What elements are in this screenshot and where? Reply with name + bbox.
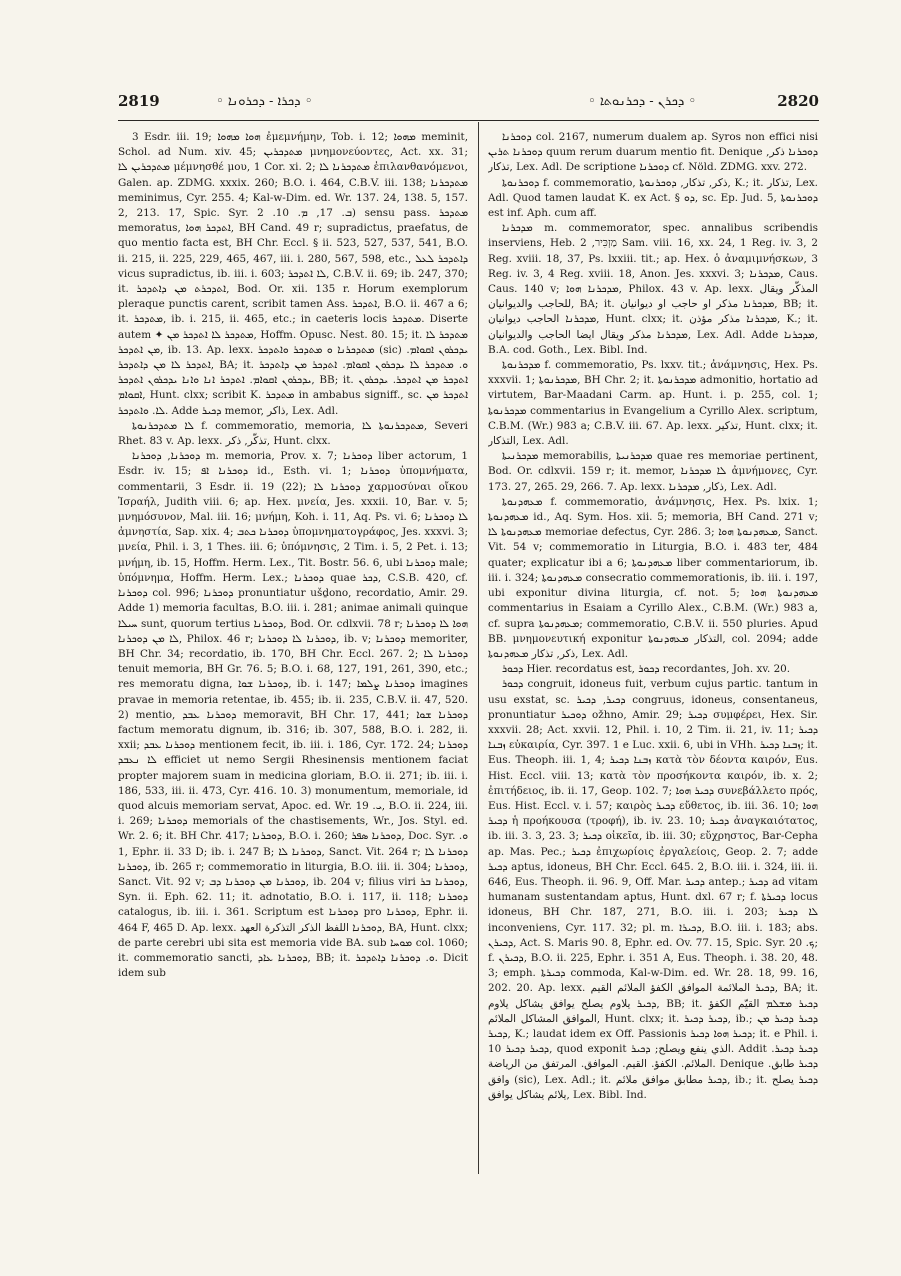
entry-paragraph: 3 Esdr. iii. 19; ܗܘܐ ܡܗܘܐ ἐμεμνήμην, Tob. i. 12; ܡܗܘܐ meminit, Schol. ad Num. xiv. 45; ܡܬܕܟܪܝܢ μνημονεύοντες, Act. xx. 31; ܡܬܕܟܪܝܢ ܠܐ μέμνησθέ μου, 1 Cor. xi. 2; ܡܬܕܟܪܢܐ ܠܐ ἐπιλανθανόμενοι, Galen. ap. ZDMG. xxxix. 260; B.O. i. 464, C.B.V. iii. 138; ܡܬܕܟܪܢܐ meminimus, Cyr. 255. 4; Kal-w-Dim. ed. Wr. 137. 24, 138. 5, 157. 2, 213. 17, Spic. Syr. ܒ. 17, ܡ. 10. 2) sensu pass. ܡܬܕܟܪ memoratus, ܐܬܕܟܪ ܗܘܐ, BH Cand. 49 r; supradictus, praefatus, de quo mentio facta est, BH Chr. Eccl. § ii. 523, 527, 537, 541, B.O. ii. 215, ii. 225, 229, 465, 467, iii. i. 280, 567, 598, etc., ܕܐܬܕܟܪ ܠܥܠ vicus supradictus, ib. iii. i. 603; ܠܐ ܐܬܕܟܪ, C.B.V. ii. 69; ib. 247, 370; it. ܐܬܕܟܪܬ ܡܢ ܕܐܬܕܟܪ, Bod. Or. xii. 135 r. Horum exemplorum pleraque punctis carent, scribit tamen Ass. ܐܬܕܟܪ, B.O. ii. 467 a 6; it. ܡܬܕܟܪ, ib. i. 215, ii. 465, etc.; in caeteris locis ܡܬܕܟܪ. Diserte autem ✦ ܡܬܕܟܪ ܠܐ ܐܬܕܟܪ ܡܢ, Hoffm. Opusc. Nest. 80. 15; it. ܡܬܕܟܪ ܠܐ ܡܢ ܐܬܕܟܪ, ib. 13. Ap. lexx. ܡܬܕܟܪܢܐ ܘ ܡܬܕܟܪ ܘܐܬܕܟܪ (sic) ܝܕܟܪܘܢ ܐܩܘܐܡ. ܐܬܕܟܪ ܠܐ ܡܢ ܕܐܬܕܟܪ, BA; it. ܘ. ܡܬܕܟܪ ܠܐ ܝܕܟܪܘܢ ܐܩܘܐܡ. ܐܬܕܟܪ ܡܢ ܕܐܬܕܟܪ ܝܕܟܪܘܢ ܐܩܘܐܡ. ܐܬܕܟܪ ܐܢܐ ܘܐܢܐ ܝܕܟܪܘܢ ܐܬܕܟܪ, BB; it. ܐܬܕܟܪ ܡܢ ܐܬܕܟܪ. ܝܕܟܪܘܢ ܐܩܘܐܡ, Hunt. clxx; scribit K. ܡܬܕܟܪ in ambabus signiff., sc. ܐܬܕܟܪ ܡܢ ܠܐ. ܘܐܬܕܟܪ. Adde ܕܟܝܪ memor, ذاكر, Lex. Adl. [118, 131, 468, 417]
entry-paragraph: ܕܟܘܪ Hier. recordatus est, ܕܟܘܪ recordantes, Joh. xv. 20. [502, 663, 791, 676]
entry-paragraph: ܕܘܟܪܢܐ col. 2167, numerum dualem ap. Syros non effici nisi ܕܘܟܪܢܐ ܬܪܝܢ quum rerum duarum mentio fit. Denique ܕܘܟܪܢܐ ذكر, تذكار, Lex. Adl. De scriptione ܕܘܟܪܢܐ cf. Nöld. ZDMG. xxv. 272. [488, 131, 818, 174]
right-column [488, 130, 818, 1170]
running-head-right: ◦ ܕܟܪܢ - ܕܟܪܢܘܬܐ ◦ [588, 94, 697, 109]
entry-paragraph: ܡܥܗܕܢܘܬܐ f. commemoratio, ἀνάμνησις, Hex. Ps. lxix. 1; ܡܥܗܕܢܘܬܐ id., Aq. Sym. Hos. xii. 5; memoria, BH Cand. 271 v; ܡܥܗܕܢܘܬܐ ܠܐ memoriae defectus, Cyr. 286. 3; ܡܥܗܕܢܘܬܐ ܗܘܐ, Sanct. Vit. 54 v; commemoratio in Liturgia, B.O. i. 483 ter, 484 quater; explicatur ibi a 6; ܡܥܗܕܢܘܬܐ liber commentariorum, ib. iii. i. 324; ܡܥܗܕܢܘܬܐ consecratio commemorationis, ib. iii. i. 197, ubi exponitur divina liturgia, cf. not. 5; ܡܥܗܕܢܘܬܐ ܗܘܐ commentarius in Esaiam a Cyrillo Alex., C.B.M. (Wr.) 983 a, cf. supra ܡܥܗܕܢܘܬܐ; commemoratio, C.B.V. ii. 550 pluries. Apud BB. μνημονευτική exponitur التذكار ܡܥܗܕܢܘܬܐ, col. 2094; adde ذكر, تذكار ܡܥܗܕܢܘܬܐ, Lex. Adl. [488, 495, 818, 660]
left-column [118, 130, 468, 1170]
entry-paragraph: ܡܕܟܪܢܐ m. commemorator, spec. annalibus scribendis inserviens, Heb. מַזְכִּיר, 2 Sam. viii. 16, xx. 24, 1 Reg. iv. 3, 2 Reg. xviii. 18, 37, Ps. lxxiii. tit.; ap. Hex. ὁ ἀναμιμνήσκων, 3 Reg. iv. 3, 4 Reg. xviii. 18, Anon. Jes. xxxvi. 3; ܡܕܟܪܢܐ, Caus. Caus. 140 v; ܡܕܟܪܢܐ ܗܘܐ, Philox. 43 v. Ap. lexx. المذكّر ويقال للحاجب والديوانيان, BA; it. ܡܕܟܪܢܐ مذكر او حاجب او ديوانيان, BB; it. ܡܕܟܪܢܐ الحاجب ديوانيان, Hunt. clxx; it. ܡܕܟܪܢܐ مذكر مؤذن, K.; it. ܡܕܟܪܢܐ مذكر ويقال ايضا الحاجب والديوانيان, Lex. Adl. Adde ܡܕܟܪܢܐ, B.A. cod. Goth., Lex. Bibl. Ind. [488, 222, 818, 356]
header-rule [118, 120, 819, 121]
entry-paragraph: ܕܘܟܪܢܐ, ܕܘܟܪܢܐ m. memoria, Prov. x. 7; ܕܘܟܪܢܐ liber actorum, 1 Esdr. iv. 15; ܕܘܟܪܢܐ ܐܦ id., Esth. vi. 1; ܕܘܟܪܢܐ ὑπομνήματα, commentarii, 3 Esdr. ii. 19 (22); ܕܘܟܪܢܐ ܠܐ χαρμοσύναι οἴκου Ἰσραήλ, Judith viii. 6; ap. Hex. μνεία, Jes. xxxii. 10, Bar. v. 5; μνημόσυνον, Mal. iii. 16; μνήμη, Koh. i. 11, Aq. Ps. vi. 6; ܠܐ ܕܘܟܪܢܐ ἀμνηστία, Sap. xix. 4; ܕܘܟܪܢܐ ܟܬܒ ὑπομνηματογράφος, Jes. xxxvi. 3; μνεία, Phil. i. 3, 1 Thes. iii. 6; ὑπόμνησις, 2 Tim. i. 5, 2 Pet. i. 13; μνήμη, ib. 15, Hoffm. Herm. Lex., Tit. Bostr. 56. 6, ubi ܕܘܟܪܢܐ male; ὑπόμνημα, Hoffm. Herm. Lex.; ܕܘܟܪܢܐ quae ܕܟܪ, C.S.B. 420, cf. ܕܘܟܪܢܐ col. 996; ܕܘܟܪܢܐ pronuntiatur ušḏono, recordatio, Amir. 29. Adde 1) memoria facultas, B.O. iii. i. 281; animae animali quinque ܚܝܠܐ sunt, quorum tertius ܕܘܟܪܢܐ, Bod. Or. cdlxvii. 78 r; ܗܘܐ ܠܐ ܕܘܟܪܢܐ ܠܐ ܡܢ ܕܘܟܪܢܐ, Philox. 46 r; ܕܘܟܪܢܐ ܠܐ ܕܘܟܪܢܐ, ib. v; ܕܘܟܪܢܐ memoriter, BH Chr. 34; recordatio, ib. 170, BH Chr. Eccl. 267. 2; ܕܘܟܪܢܐ ܠܐ tenuit memoria, BH Gr. 76. 5; B.O. i. 68, 127, 191, 261, 390, etc.; res memoratu digna, ܕܘܟܪܢܐ ܫܘܐ, ib. i. 147; ܕܘܟܪܢܐ ܨܠܡܐ imagines pravae in memoria retentae, ib. 455; ib. ii. 235, C.B.V. ii. 47, 520. 2) mentio, ܕܘܟܪܢܐ ܥܒܕ memoravit, BH Chr. 17, 441; ܕܘܟܪܢܐ ܫܘܐ factum memoratu dignum, ib. 316; ib. 307, 588, B.O. i. 282, ii. xxii; ܕܘܟܪܢܐ ܥܒܕ mentionem fecit, ib. iii. i. 186, Cyr. 172. 24; ܕܘܟܪܢܐ ܠܐ ܢܥܒܕ efficiet ut nemo Sergii Rhesinensis mentionem faciat propter majorem suam in medicina gloriam, B.O. ii. 271; ib. iii. i. 186, 533, iii. ii. 473, Cyr. 416. 10. 3) monumentum, memoriale, id quod alcuis memoriam servat, Apoc. ed. Wr. ܝ. 19, B.O. ii. 224, iii. i. 269; ܕܘܟܪܢܐ memorials of the chastisements, Wr., Jos. Styl. ed. Wr. 2. 6; it. BH Chr. 417; ܕܘܟܪܢܐ, B.O. i. 260; ܕܘܟܪܢܐ ܣܦܪ, Doc. Syr. ܘ. 1, Ephr. ii. 33 D; ib. i. 247 B; ܕܘܟܪܢܐ ܠܐ, Sanct. Vit. 264 r; ܕܘܟܪܢܐ ܠܐ ܕܘܟܪܢܐ, ib. 265 r; commemoratio in liturgia, B.O. iii. ii. 304; ܕܘܟܪܢܐ, Sanct. Vit. 92 v; ܕܘܟܪܢܐ ܡܢ ܕܘܟܪܢܐ ܕܒ, ib. 204 v; filius viri ܕܘܟܪܢܐ ܒܪ, Syn. ii. Eph. 62. 11; it. adnotatio, B.O. i. 117, ii. 118; ܕܘܟܪܢܐ catalogus, ib. iii. i. 361. Scriptum est ܕܘܟܪܢܐ pro ܕܘܟܪܢܐ, Ephr. ii. 464 F, 465 D. Ap. lexx. ܕܘܟܪܢܐ اللفظ الذكر التذكرة العهد, BA, Hunt. clxx; de parte cerebri ubi sita est memoria vide BA. sub ܡܘܚܐ col. 1060; it. commemoratio sancti, ܕܘܟܪܢܐ ܥܐܕ, BB; it. ܘ. ܕܘܟܪܢܐ ܕܐܬܕܟܪ. Dicit idem sub [118, 450, 468, 980]
entry-paragraph: ܕܘܟܪܢܘܬܐ f. commemoratio, ذكر, تذكار, ܕܘܟܪܢܘܬܐ, K.; it. تذكار, Lex. Adl. Quod tamen laudat K. ex Act. § ܕܘ, sc. Ep. Jud. 5, ܕܘܟܪܢܘܬܐ est inf. Aph. cum aff. [488, 176, 818, 220]
column-divider [478, 122, 479, 1174]
entry-paragraph: ܡܕܟܪܢܘܬܐ f. commemoratio, Ps. lxxv. tit.; ἀνάμνησις, Hex. Ps. xxxvii. 1; ܡܕܟܪܢܘܬܐ, BH Chr. 2; it. ܡܕܟܪܢܘܬܐ admonitio, hortatio ad virtutem, Bar-Maadani Carm. ap. Hunt. i. p. 255, col. 1; ܡܕܟܪܢܘܬܐ commentarius in Evangelium a Cyrillo Alex. scriptum, C.B.M. (Wr.) 983 a; C.B.V. iii. 67. Ap. lexx. تذكير, Hunt. clxx; it. التذكار, Lex. Adl. [488, 359, 818, 448]
entry-paragraph: ܕܟܘܪ congruit, idoneus fuit, verbum cujus partic. tantum in usu exstat, sc. ܕܟܝܪ, ܕܟܝܪ congruus, idoneus, consentaneus, pronuntiatur ܕܘܟܝܪ ožhno, Amir. 29; ܕܟܝܪ συμφέρει, Hex. Sir. xxxvii. 28; Act. xxvii. 12, Phil. i. 10, 2 Tim. ii. 21, iv. 11; ܕܟܝܪ ܙܒܢܐ εὐκαιρία, Cyr. 397. 1 e Luc. xxii. 6, ubi in VHh. ܙܒܢܐ ܕܟܝܪ; it. Eus. Theoph. iii. 1, 4; ܙܒܢܐ ܕܟܝܪ κατὰ τὸν δέοντα καιρόν, Eus. Hist. Eccl. viii. 13; κατὰ τὸν προσήκοντα καιρόν, ib. x. 2; ἐπιτήδειος, ib. ii. 17, Geop. 102. 7; ܕܟܝܪ ܗܘܐ συνεβάλλετο πρός, Eus. Hist. Eccl. v. i. 57; καιρὸς ܕܟܝܪ εὔθετος, ib. iii. 36. 10; ܗܘܐ ܕܟܝܪ ἡ προήκουσα (τροφή), ib. iv. 23. 10; ܕܟܝܪ ἀναγκαιότατος, ib. iii. 3. 3, 23. 3; ܕܟܝܪ οἰκεῖα, ib. iii. 30; εὔχρηστος, Bar-Cepha ap. Mas. Pec.; ܕܟܝܪ ἐπιχωρίοις ἐργαλείοις, Geop. 2. 7; adde ܕܟܝܪ aptus, idoneus, BH Chr. Eccl. 645. 2, B.O. iii. i. 324, iii. ii. 646, Eus. Theoph. ii. 96. 9, Off. Mar. ܕܟܝܪ antep.; ܕܟܝܪ ad vitam humanam sustentandam aptus, Hunt. dxl. 67 r; f. ܕܟܝܪܬܐ locus idoneus, BH Chr. 187, 271, B.O. iii. i. 203; ܠܐ ܕܟܝܪ inconveniens, Cyr. 117. 32; pl. m. ܕܟܝܪܐ, B.O. iii. i. 183; abs. ܕܟܝܪܢ, Act. S. Maris 90. 8, Ephr. ed. Ov. 77. 15, Spic. Syr. ܟ. 20; f. ܕܟܝܪܢ, B.O. ii. 225, Ephr. i. 351 A, Eus. Theoph. i. 38. 20, 48. 3; emph. ܕܟܝܪܬܐ commoda, Kal-w-Dim. ed. Wr. 28. 18, 99. 16, 202. 20. Ap. lexx. ܕܟܝܪ الملائمة الموافق الكفؤ الملائم القيم, BA; it. ܕܟܝܪ يلاوم يصلح يوافق يشاكل يلاوم, BB; it. ܕܟܝܪ ܡܫܠܡ القيّم الكفؤ الموافق المشاكل الملائم, Hunt. clxx; it. ܕܟܝܪ ܕܟܝܪ, ib.; ܕܟܝܪ ܕܟܝܪ ܡܢ ܕܟܝܪ, K.; laudat idem ex Off. Passionis ܕܟܝܪ ܗܘܐ ܕܟܝܪ; it. e Phil. i. 10 ܕܟܝܪ ܕܟܝܪ, quod exponit الذي ينفع ويصلح; ܕܟܝܪ. Addit ܕܟܝܪ ܕܟܝܪ. الملائم. الكفؤ. القيم. الموافق. المرتفق من الرياضة. Denique ܕܟܝܪ طابق. وافق (sic), Lex. Adl.; it. ܕܟܝܪ مطابق موافق ملائم, ib.; it. ܕܟܝܪ يصلح يلائم يشاكل يوافق, Lex. Bibl. Ind. [488, 678, 818, 1101]
page-number-left: 2819 [118, 92, 160, 110]
entry-paragraph: ܠܐ ܡܬܕܟܪܢܘܬܐ f. commemoratio, memoria, ܡܬܕܟܪܢܘܬܐ ܠܐ, Severi Rhet. 83 v. Ap. lexx. تذكّر, ذكر, Hunt. clxx. [118, 419, 468, 448]
page-header [118, 92, 819, 116]
page-number-right: 2820 [777, 92, 819, 110]
running-head-left: ◦ ܕܟܪܐ - ܕܟܪܘܢܐ ◦ [216, 94, 313, 109]
entry-paragraph: ܡܕܟܪܢܝܬܐ memorabilis, ܡܕܟܪܢܝܬܐ quae res memoriae pertinent, Bod. Or. cdlxvii. 159 r; it. memor, ܠܐ ܡܕܟܪܢܐ ἀμνήμονες, Cyr. 173. 27, 265. 29, 266. 7. Ap. lexx. ذكار, ܡܕܟܪܢܐ, Lex. Adl. [488, 450, 818, 493]
